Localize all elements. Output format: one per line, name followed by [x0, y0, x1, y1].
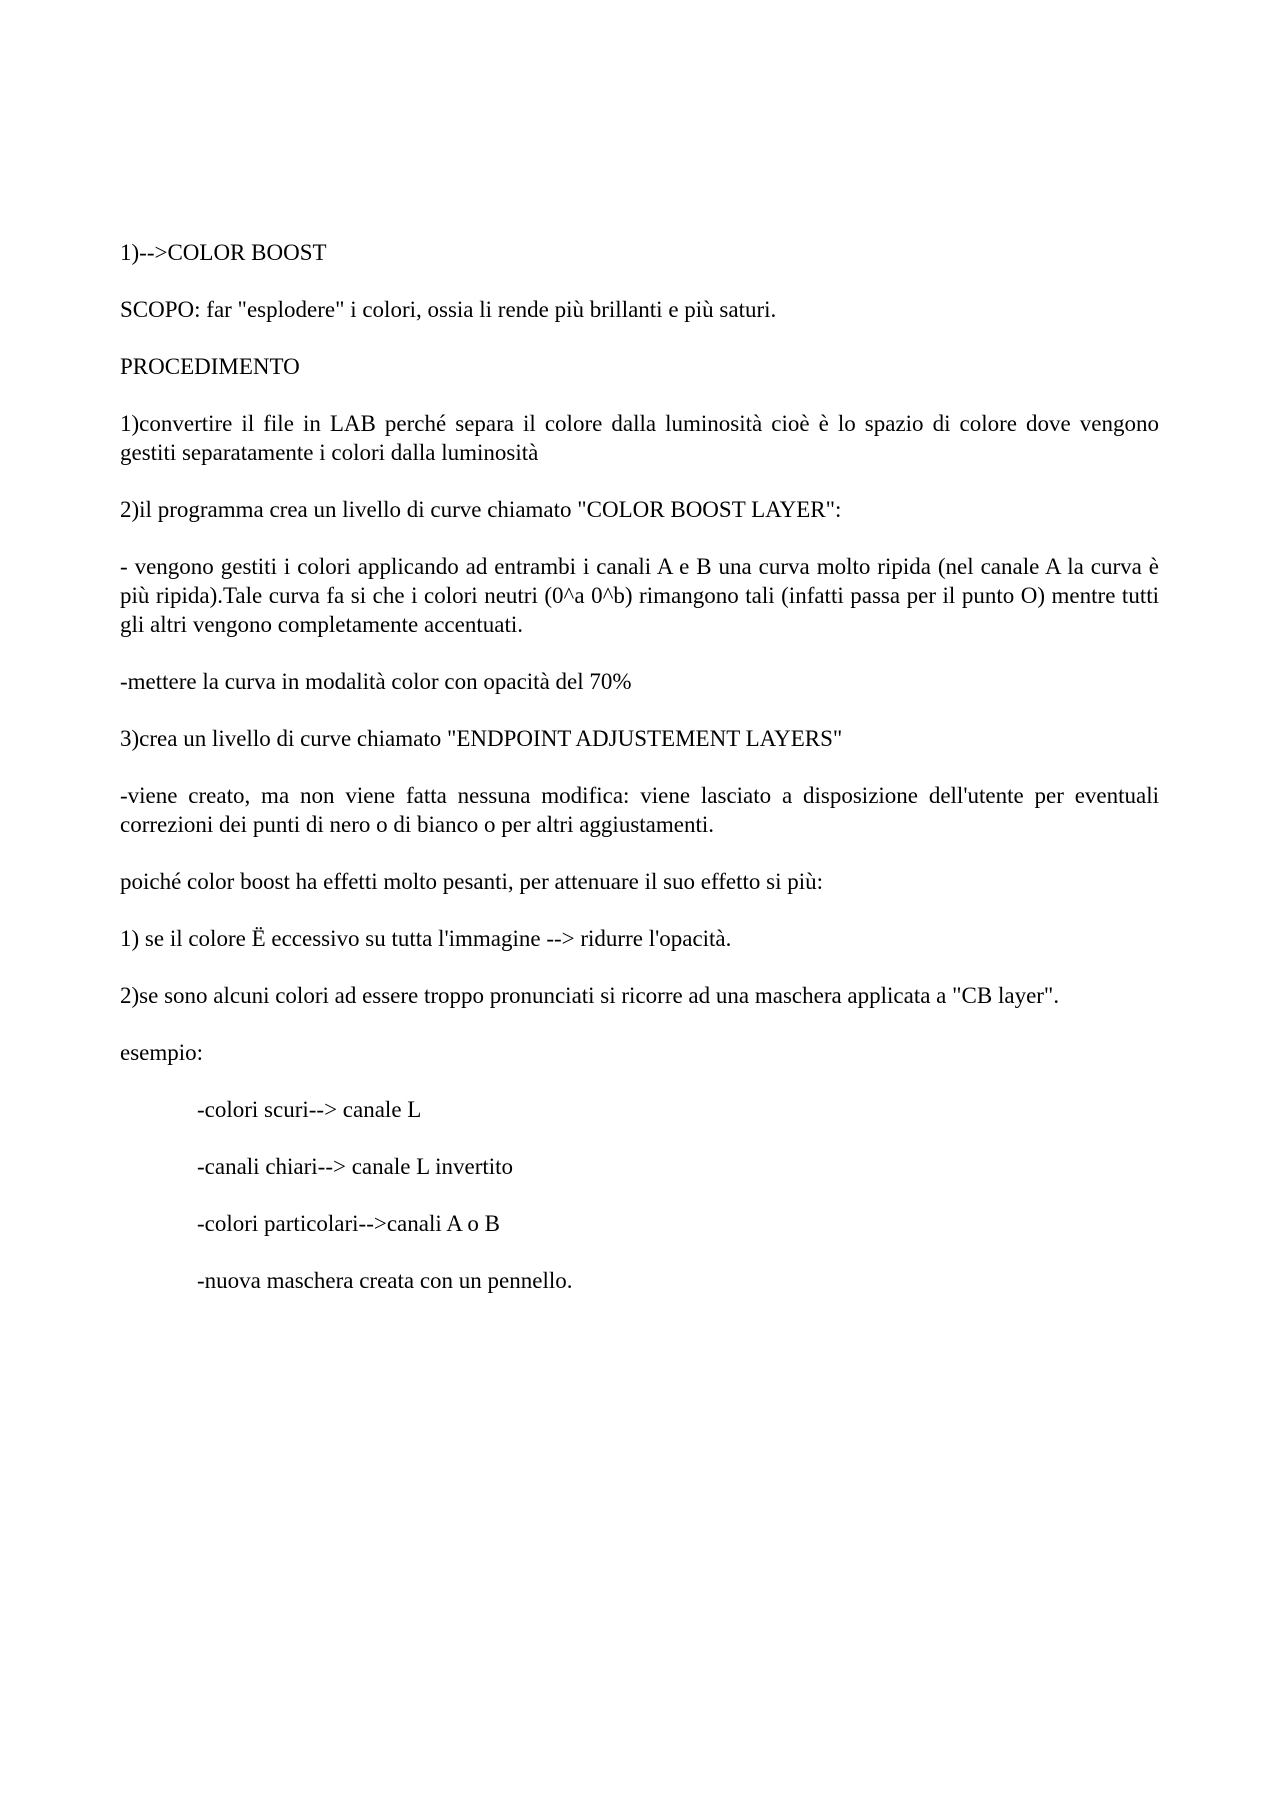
section-title: 1)-->COLOR BOOST — [120, 240, 327, 265]
step-2-mode-paragraph: -mettere la curva in modalità color con opacità del 70% — [120, 669, 632, 694]
procedimento-heading: PROCEDIMENTO — [120, 354, 300, 379]
option-1-paragraph: 1) se il colore Ë eccessivo su tutta l'immagine --> ridurre l'opacità. — [120, 926, 732, 951]
step-2-paragraph: 2)il programma crea un livello di curve chiamato "COLOR BOOST LAYER": — [120, 497, 842, 522]
example-item: -canali chiari--> canale L invertito — [197, 1154, 514, 1179]
scopo-paragraph: SCOPO: far "esplodere" i colori, ossia li rende più brillanti e più saturi. — [120, 297, 777, 322]
step-3-paragraph: 3)crea un livello di curve chiamato "ENDPOINT ADJUSTEMENT LAYERS" — [120, 726, 843, 751]
example-item: -colori particolari-->canali A o B — [197, 1211, 500, 1236]
esempio-label: esempio: — [120, 1040, 204, 1065]
document-body — [120, 238, 1159, 1323]
step-2-detail-paragraph: - vengono gestiti i colori applicando ad entrambi i canali A e B una curva molto ripida (nel canale A la curva è più ripida).Tale curva fa si che i colori neutri (0^a 0^b) rimangono tali (infatti passa per il punto O) mentre tutti gli altri vengono completamente accentuati. — [120, 554, 1159, 637]
example-item: -colori scuri--> canale L — [197, 1097, 422, 1122]
attenuare-paragraph: poiché color boost ha effetti molto pesanti, per attenuare il suo effetto si più: — [120, 869, 824, 894]
example-item: -nuova maschera creata con un pennello. — [197, 1268, 573, 1293]
step-1-paragraph: 1)convertire il file in LAB perché separa il colore dalla luminosità cioè è lo spazio di colore dove vengono gestiti separatamente i colori dalla luminosità — [120, 411, 1159, 465]
step-3-detail-paragraph: -viene creato, ma non viene fatta nessuna modifica: viene lasciato a disposizione dell'utente per eventuali correzioni dei punti di nero o di bianco o per altri aggiustamenti. — [120, 783, 1159, 837]
option-2-paragraph: 2)se sono alcuni colori ad essere troppo pronunciati si ricorre ad una maschera applicata a "CB layer". — [120, 983, 1060, 1008]
